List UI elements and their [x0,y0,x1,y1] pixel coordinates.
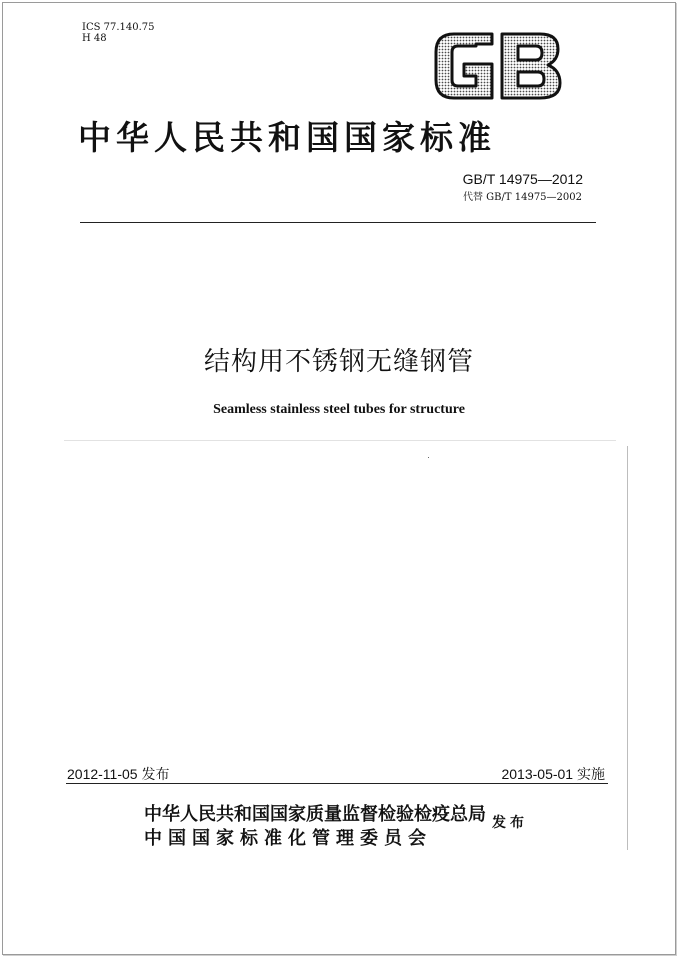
scan-speck [428,457,429,458]
top-divider [80,222,596,223]
classification-codes [82,22,155,44]
issuer-sac: 中国国家标准化管理委员会 [144,828,432,849]
gb-logo-text: GB [432,30,434,31]
standard-number: GB/T 14975—2012 [462,171,583,187]
implementation-date: 2013-05-01 实施 [501,766,605,782]
national-standard-heading: 中华人民共和国国家标准 [78,118,496,157]
issue-date: 2012-11-05 发布 [67,766,170,782]
issuer-aqsiq: 中华人民共和国国家质量监督检验检疫总局 [144,804,486,825]
bottom-divider [66,783,608,784]
replaces-note: 代替 GB/T 14975—2002 [463,192,582,203]
middle-divider [64,440,616,441]
ics-code: ICS 77.140.75 [82,22,155,33]
publish-label: 发布 [492,815,528,831]
ccs-code: H 48 [82,33,107,44]
gb-logo-icon [432,30,562,102]
document-title-chinese: 结构用不锈钢无缝钢管 [203,347,474,377]
right-margin-line [627,446,628,850]
document-title-english: Seamless stainless steel tubes for structure [213,402,465,417]
